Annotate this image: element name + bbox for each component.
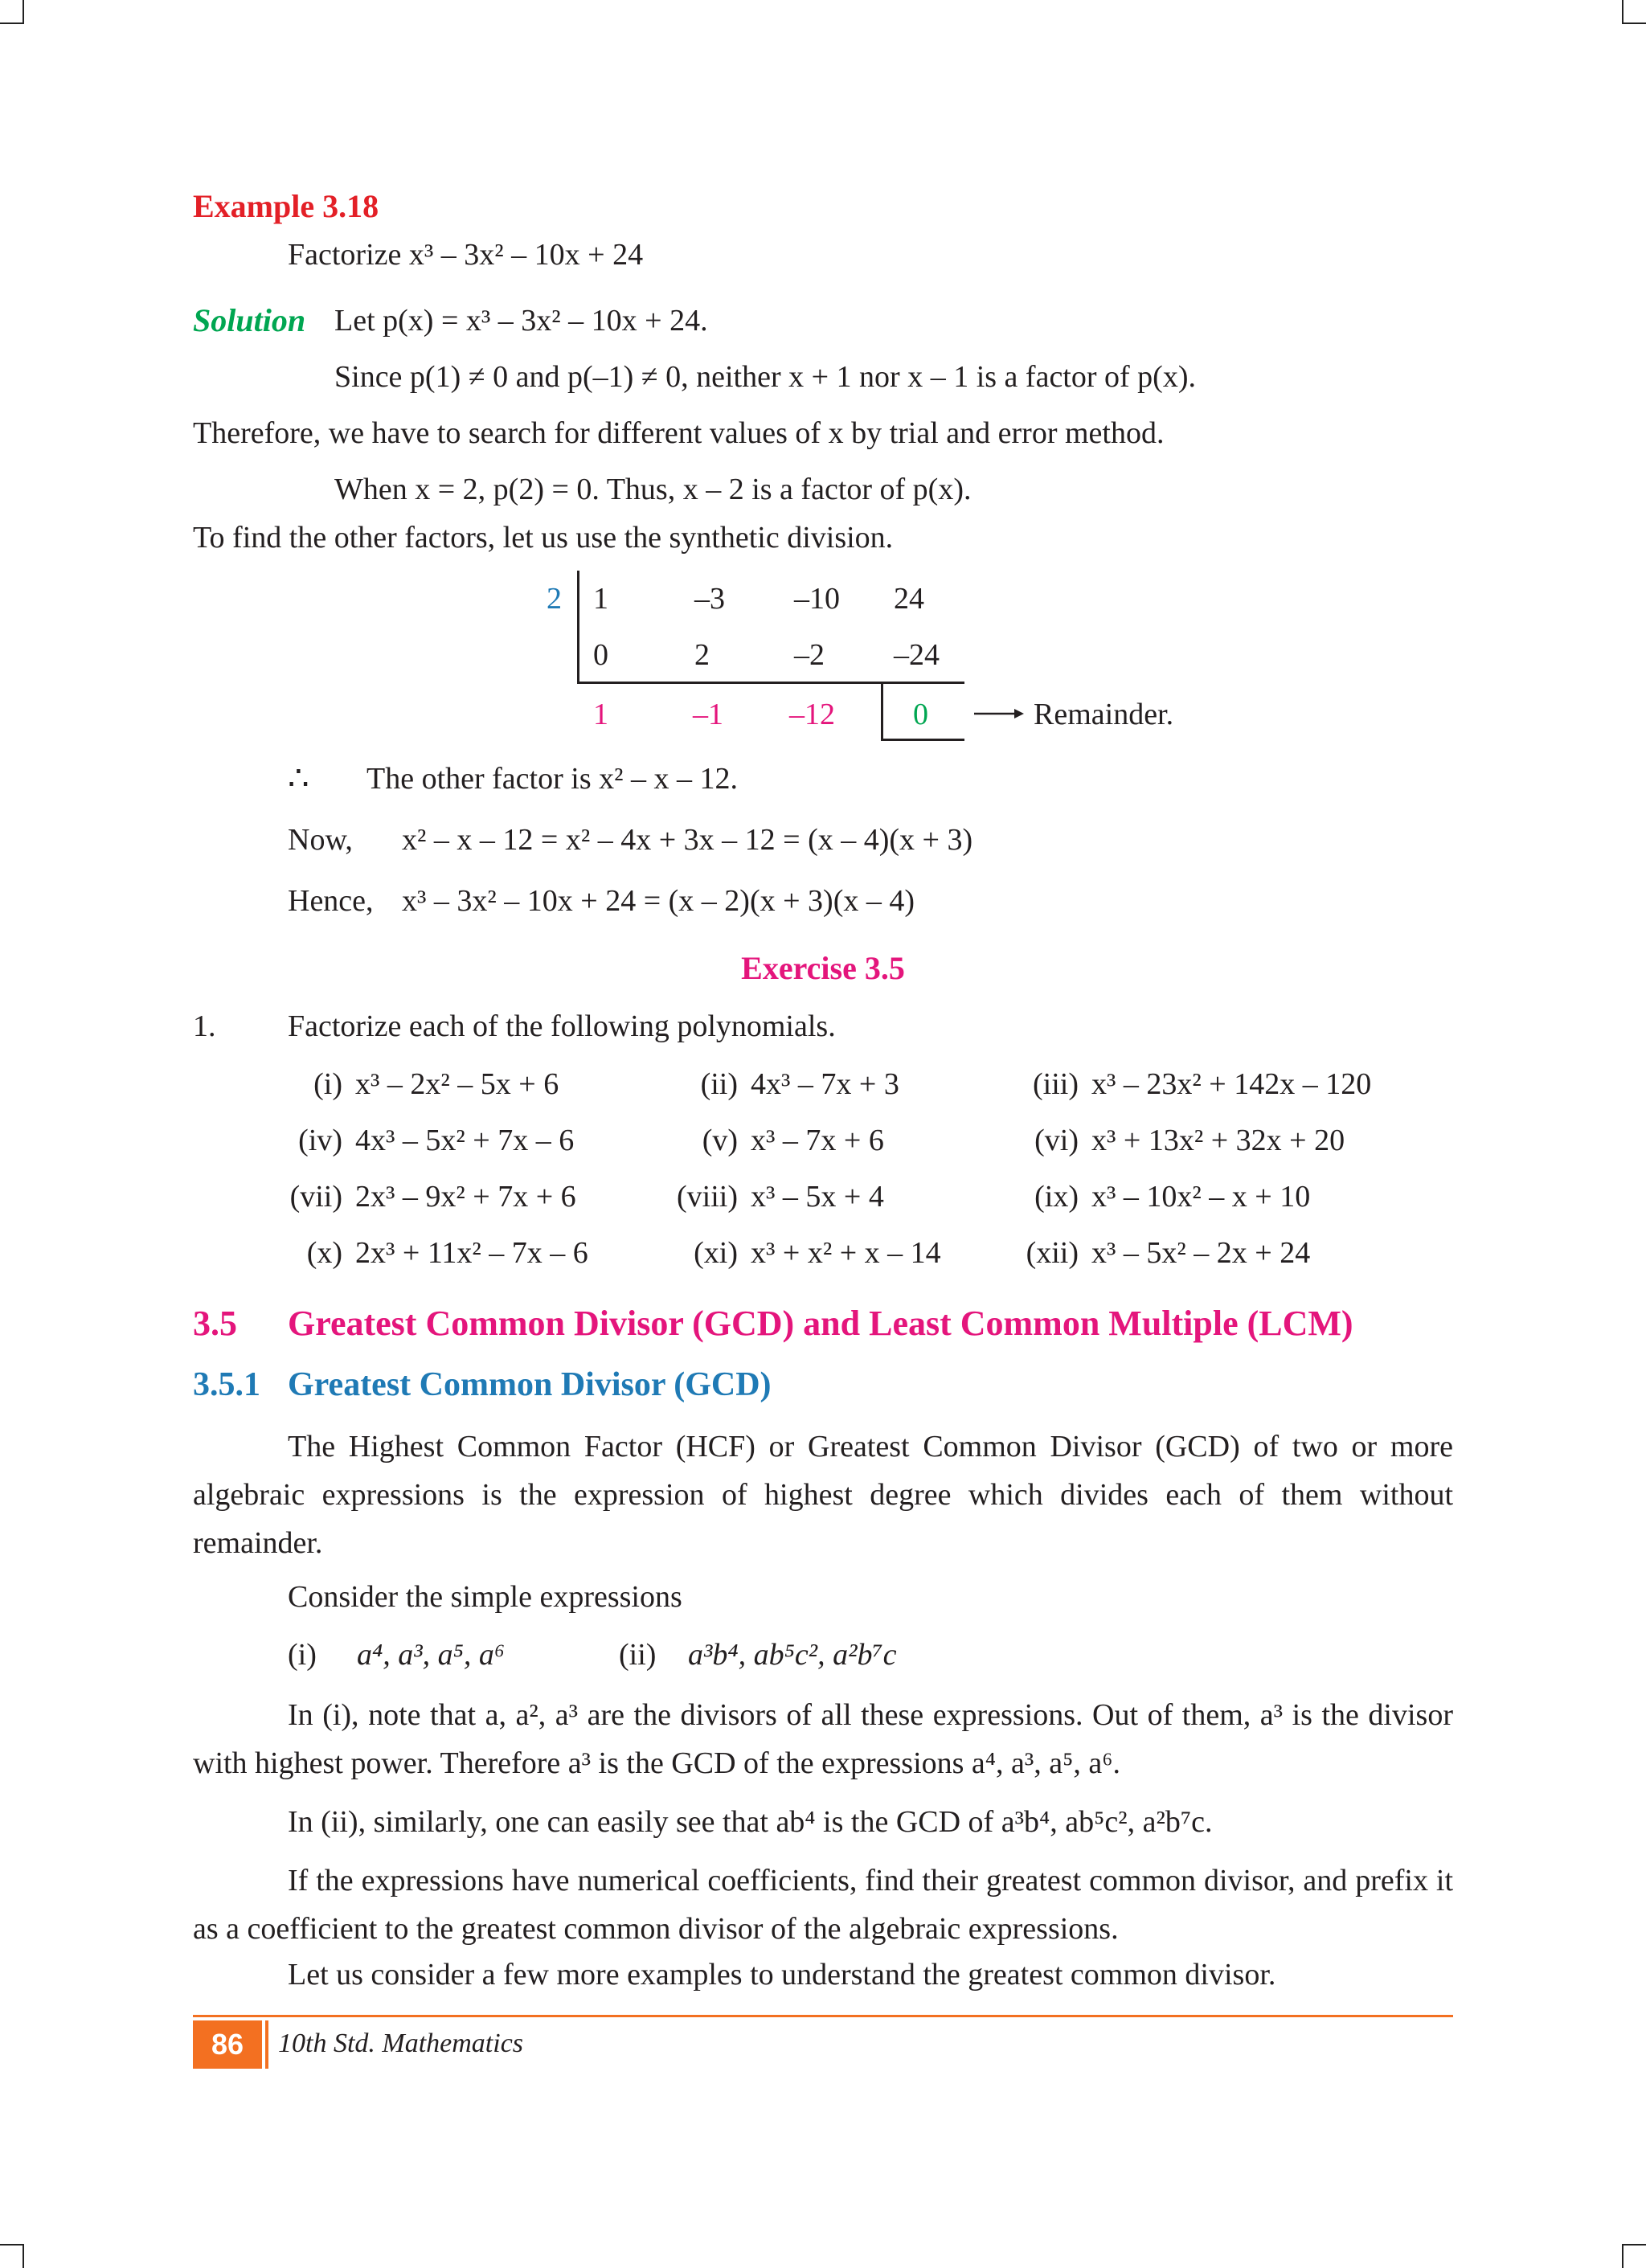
row2-cell: 2 xyxy=(694,638,710,672)
example-i-number: (i) xyxy=(288,1638,317,1672)
subsection-title: Greatest Common Divisor (GCD) xyxy=(288,1366,772,1403)
section-number: 3.5 xyxy=(193,1304,237,1343)
quotient-cell: –1 xyxy=(693,698,723,731)
exercise-question-text: Factorize each of the following polynomials. xyxy=(288,1009,836,1043)
exercise-item: (v) x³ – 7x + 6 xyxy=(702,1124,884,1157)
page-number: 86 xyxy=(193,2020,262,2069)
quotient-cell: –12 xyxy=(789,698,835,731)
remainder-box-bottom xyxy=(881,739,964,741)
therefore-symbol: ∴ xyxy=(288,760,309,797)
row1-cell: 1 xyxy=(593,582,608,616)
exercise-item: (ix) x³ – 10x² – x + 10 xyxy=(1034,1180,1311,1214)
footer-rule xyxy=(193,2015,1453,2017)
exercise-item: (xii) x³ – 5x² – 2x + 24 xyxy=(1026,1236,1311,1270)
exercise-item: (i) x³ – 2x² – 5x + 6 xyxy=(313,1067,559,1101)
division-divisor: 2 xyxy=(547,582,562,616)
row2-cell: –2 xyxy=(794,638,825,672)
footer-separator xyxy=(265,2020,268,2069)
crop-mark-bottom-right xyxy=(1622,2244,1646,2268)
exercise-item: (ii) 4x³ – 7x + 3 xyxy=(700,1067,899,1101)
quotient-cell: 1 xyxy=(593,698,608,731)
paragraph-coefficients: If the expressions have numerical coefficients, find their greatest common divisor, and prefix it as a coefficient to the greatest common divisor of the algebraic expressions. xyxy=(193,1864,1453,1946)
now-expression: x² – x – 12 = x² – 4x + 3x – 12 = (x – 4)(x + 3) xyxy=(402,823,973,857)
solution-line-3: Therefore, we have to search for different values of x by trial and error method. xyxy=(193,416,1165,450)
example-i-expression: a⁴, a³, a⁵, a⁶ xyxy=(357,1638,506,1672)
solution-line-2: Since p(1) ≠ 0 and p(–1) ≠ 0, neither x + 1 nor x – 1 is a factor of p(x). xyxy=(334,360,1196,394)
remainder-label: Remainder. xyxy=(1034,698,1174,731)
row1-cell: –3 xyxy=(694,582,725,616)
other-factor-line: The other factor is x² – x – 12. xyxy=(366,762,738,796)
example-label: Example 3.18 xyxy=(193,188,379,224)
solution-label: Solution xyxy=(193,302,306,338)
paragraph-gcd-definition: The Highest Common Factor (HCF) or Greatest Common Divisor (GCD) of two or more algebraic expressions is the expression of highest degree which divides each of them without remainder. xyxy=(193,1430,1453,1560)
hence-label: Hence, xyxy=(288,884,374,918)
crop-mark-bottom-left xyxy=(0,2244,24,2268)
hence-expression: x³ – 3x² – 10x + 24 = (x – 2)(x + 3)(x – 4) xyxy=(402,884,915,918)
solution-line-4: When x = 2, p(2) = 0. Thus, x – 2 is a factor of p(x). xyxy=(334,473,972,506)
subsection-number: 3.5.1 xyxy=(193,1366,260,1403)
exercise-item: (x) 2x³ + 11x² – 7x – 6 xyxy=(306,1236,588,1270)
now-label: Now, xyxy=(288,823,353,857)
paragraph-in-ii: In (ii), similarly, one can easily see that ab⁴ is the GCD of a³b⁴, ab⁵c², a²b⁷c. xyxy=(288,1805,1213,1839)
exercise-item: (vii) 2x³ – 9x² + 7x + 6 xyxy=(289,1180,576,1214)
row2-cell: –24 xyxy=(894,638,940,672)
paragraph-in-i: In (i), note that a, a², a³ are the divisors of all these expressions. Out of them, a³ is the divisor with highest power. Therefore a³ is the GCD of the expressions a⁴, a³, a⁵, a⁶. xyxy=(193,1698,1453,1780)
section-title: Greatest Common Divisor (GCD) and Least Common Multiple (LCM) xyxy=(288,1304,1353,1343)
row1-cell: –10 xyxy=(794,582,840,616)
exercise-title: Exercise 3.5 xyxy=(741,950,905,986)
exercise-question-number: 1. xyxy=(193,1009,216,1043)
crop-mark-top-left xyxy=(0,0,24,24)
solution-line-1: Let p(x) = x³ – 3x² – 10x + 24. xyxy=(334,304,708,338)
row1-cell: 24 xyxy=(894,582,924,616)
example-task: Factorize x³ – 3x² – 10x + 24 xyxy=(288,238,644,272)
remainder-value: 0 xyxy=(913,698,928,731)
crop-mark-top-right xyxy=(1622,0,1646,24)
example-ii-expression: a³b⁴, ab⁵c², a²b⁷c xyxy=(688,1638,897,1672)
exercise-item: (viii) x³ – 5x + 4 xyxy=(677,1180,884,1214)
exercise-item: (iii) x³ – 23x² + 142x – 120 xyxy=(1033,1067,1372,1101)
division-vertical-bar xyxy=(577,571,579,683)
exercise-item: (xi) x³ + x² + x – 14 xyxy=(694,1236,941,1270)
remainder-box-left xyxy=(881,683,883,741)
arrow-right-icon xyxy=(974,706,1024,722)
exercise-item: (iv) 4x³ – 5x² + 7x – 6 xyxy=(298,1124,575,1157)
exercise-item: (vi) x³ + 13x² + 32x + 20 xyxy=(1034,1124,1345,1157)
paragraph-more-examples: Let us consider a few more examples to understand the greatest common divisor. xyxy=(288,1958,1276,1992)
division-horizontal-bar xyxy=(577,682,964,684)
row2-cell: 0 xyxy=(593,638,608,672)
solution-line-5: To find the other factors, let us use the synthetic division. xyxy=(193,521,894,555)
example-ii-number: (ii) xyxy=(619,1638,657,1672)
book-title: 10th Std. Mathematics xyxy=(278,2029,524,2058)
paragraph-consider: Consider the simple expressions xyxy=(288,1580,682,1614)
